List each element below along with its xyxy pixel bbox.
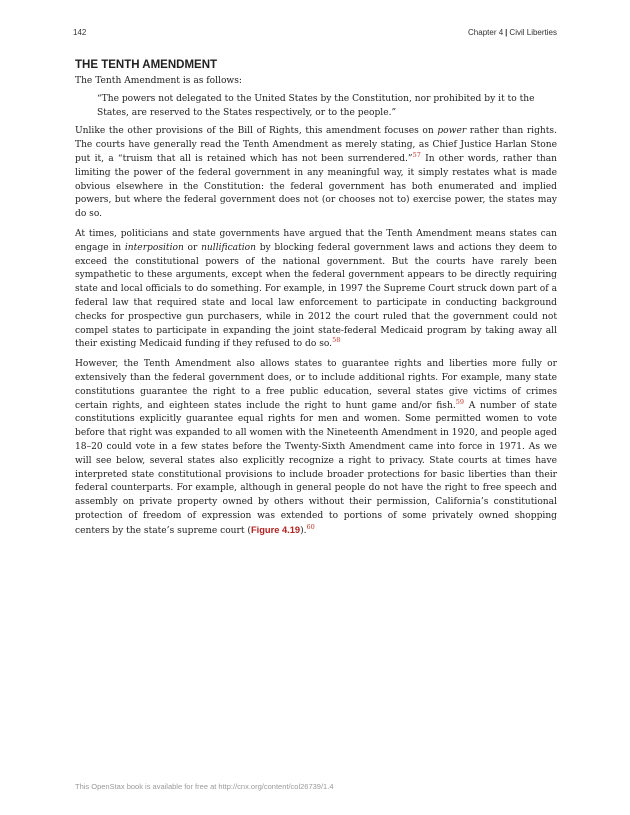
chapter-title: Civil Liberties (509, 28, 557, 37)
footnote-59[interactable]: 59 (455, 397, 464, 406)
emphasis-power: power (437, 126, 467, 137)
chapter-separator: | (505, 28, 508, 37)
emphasis-nullification: nullification (201, 242, 256, 253)
main-content (75, 58, 557, 545)
footnote-58[interactable]: 58 (332, 336, 341, 345)
section-title: THE TENTH AMENDMENT (75, 59, 218, 71)
footnote-60[interactable]: 60 (306, 522, 315, 531)
amendment-quote: “The powers not delegated to the United States by the Constitution, nor prohibited by it to the States, are reserved to the States respectively, or to the people.” (97, 93, 535, 118)
intro-paragraph: The Tenth Amendment is as follows: (75, 76, 242, 86)
emphasis-interposition: interposition (124, 242, 184, 253)
paragraph-2: At times, politicians and state governments have argued that the Tenth Amendment means states can engage in interposition or nullification by blocking federal government laws and actions they deem to exceed the constitutional powers of the national government. But the courts have rarely been sympathetic to these arguments, except when the federal government appears to be directly requiring state and local officials to do something. For example, in 1997 the Supreme Court struck down part of a federal law that required state and local law enforcement to participate in conducting background checks for prospective gun purchasers, while in 2012 the court ruled that the government could not compel states to participate in expanding the joint state-federal Medicaid program by taking away all their existing Medicaid funding if they refused to do so.$^{58}$ (75, 228, 558, 350)
figure-link[interactable]: Figure 4.19 (250, 524, 301, 535)
chapter-label: Chapter 4 (468, 28, 504, 37)
paragraph-3: However, the Tenth Amendment also allows states to guarantee rights and liberties more fully or extensively than the federal government does, or to include additional rights. For example, many state constitutions guarantee the right to a free public education, several states give victims of crimes certain rights, and eighteen states include the right to hunt game and/or fish.$^{59}$ A number of state constitutions explicitly guarantee equal rights for men and women. Some permitted women to vote before that right was expanded to all women with the Nineteenth Amendment in 1920, and people aged 18–20 could vote in a few states before the Twenty-Sixth Amendment came into force in 1971. As we will see below, several states also explicitly recognize a right to privacy. State courts at times have interpreted state constitutional provisions to include broader protections for basic liberties than their federal counterparts. For example, although in general people do not have the right to free speech and assembly on private property owned by others without their permission, California’s constitutional protection of freedom of expression was extended to portions of some privately owned shopping centers by the state’s supreme court (Figure 4.19).$^{60}$ (75, 359, 557, 536)
chapter-heading (468, 28, 557, 37)
running-header (73, 28, 557, 40)
footnote-57[interactable]: 57 (412, 150, 421, 159)
page-footer: This OpenStax book is available for free at http://cnx.org/content/col26739/1.4 (75, 782, 334, 791)
page-number: 142 (73, 28, 87, 37)
paragraph-1: Unlike the other provisions of the Bill of Rights, this amendment focuses on power rather than rights. The courts have generally read the Tenth Amendment as merely stating, as Chief Justice Harlan Stone put it, a “truism that all is retained which has not been surrendered.”$^{57}$ In other words, rather than limiting the power of the federal government in any meaningful way, it simply restates what is made obvious elsewhere in the Constitution: the federal government has both enumerated and implied powers, but where the federal government does not (or chooses not to) exercise power, the states may do so. (75, 126, 557, 220)
